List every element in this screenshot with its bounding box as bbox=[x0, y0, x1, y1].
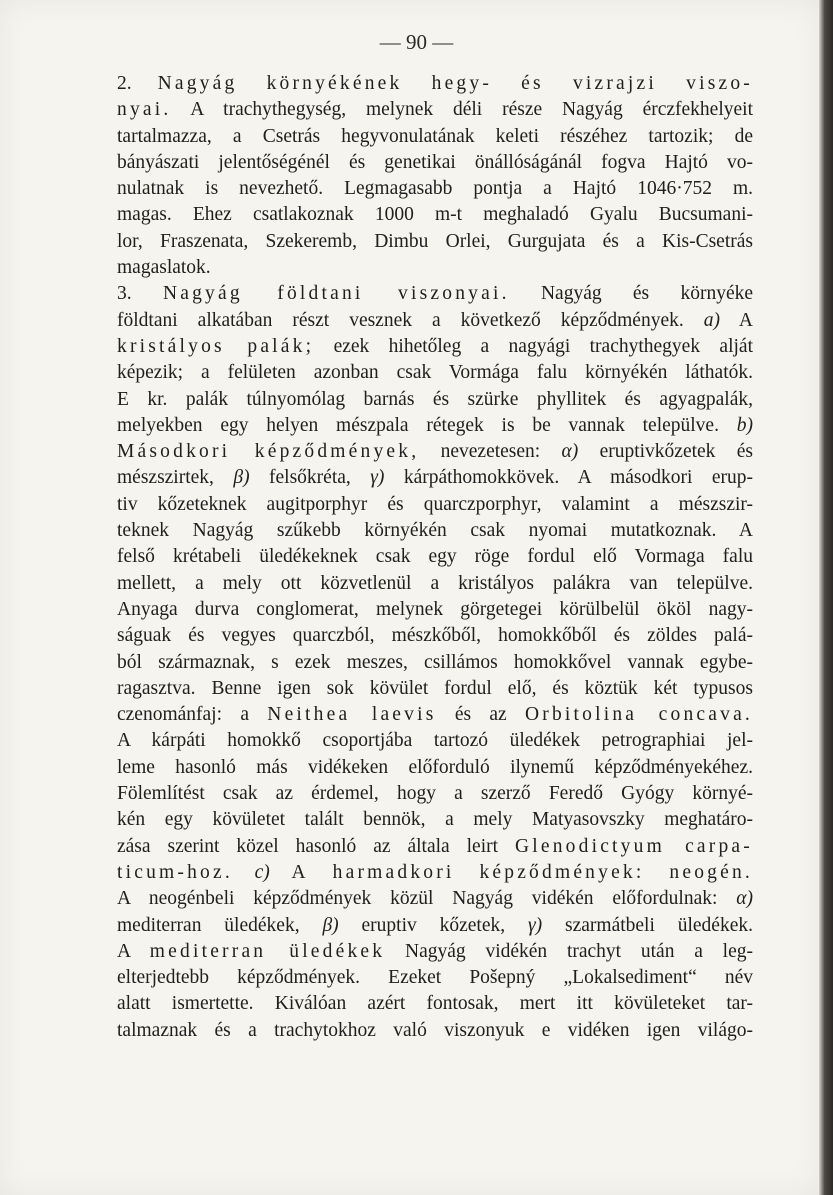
text-segment: Nagyág vidékén trachyt után a leg- bbox=[385, 940, 753, 962]
text-line bbox=[117, 886, 753, 912]
text-line bbox=[117, 650, 753, 676]
text-segment: ságuak és vegyes quarczból, mészkőből, homokkőből és zöldes palá- bbox=[117, 625, 753, 647]
text-line bbox=[117, 518, 753, 544]
text-segment: Neithea laevis bbox=[267, 704, 437, 726]
text-segment: Fölemlítést csak az érdemel, hogy a szerző Feredő Gyógy környé- bbox=[117, 783, 753, 805]
text-segment: α) bbox=[736, 888, 753, 910]
text-line bbox=[117, 1018, 753, 1044]
text-segment: A kárpáti homokkő csoportjába tartozó üledékek petrographiai jel- bbox=[117, 730, 753, 752]
text-segment: tiv kőzeteknek augitporphyr és quarczporphyr, valamint a mészszir- bbox=[117, 493, 753, 515]
text-segment: 3. bbox=[117, 283, 163, 305]
text-segment: kén egy kövületet talált bennök, a mely Matyasovszky meghatáro- bbox=[117, 809, 753, 831]
text-segment: bányászati jelentőségénél és genetikai önállóságánál fogva Hajtó vo- bbox=[117, 151, 753, 173]
text-segment: ezek hihetőleg a nagyági trachythegyek alját bbox=[314, 335, 753, 357]
text-segment: leme hasonló más vidékeken előforduló ilynemű képződményekéhez. bbox=[117, 756, 753, 778]
text-segment: tartalmazza, a Csetrás hegyvonulatának keleti részéhez tartozik; de bbox=[117, 125, 753, 147]
text-segment: ból származnak, s ezek meszes, csillámos homokkővel vannak egybe- bbox=[117, 651, 753, 673]
text-line bbox=[117, 755, 753, 781]
text-segment: mediterran üledékek bbox=[149, 940, 386, 962]
text-segment: A neogénbeli képződmények közül Nagyág vidékén előfordulnak: bbox=[117, 888, 737, 910]
text-segment: a) bbox=[703, 309, 720, 331]
text-segment: β) bbox=[233, 467, 250, 489]
body-text bbox=[117, 71, 753, 1044]
text-segment: nyai. bbox=[117, 99, 172, 121]
text-segment: kristályos palák; bbox=[117, 335, 315, 357]
text-segment: talmaznak és a trachytokhoz való viszonyuk e vidéken igen világo- bbox=[117, 1019, 753, 1041]
text-line bbox=[117, 807, 753, 833]
text-line bbox=[117, 991, 753, 1017]
text-segment: czenománfaj: a bbox=[117, 704, 268, 726]
text-segment: Glenodictyum carpa- bbox=[514, 835, 753, 857]
text-line bbox=[117, 281, 753, 307]
text-segment: A bbox=[117, 940, 150, 962]
text-segment: magaslatok. bbox=[117, 257, 211, 279]
text-line bbox=[117, 176, 753, 202]
text-line bbox=[117, 965, 753, 991]
text-line bbox=[117, 465, 753, 491]
text-segment: α) bbox=[561, 441, 579, 463]
text-line bbox=[117, 255, 753, 281]
text-segment: képezik; a felületen azonban csak Vormága falu környékén láthatók. bbox=[117, 362, 753, 384]
text-segment: eruptivkőzetek és bbox=[578, 441, 753, 463]
text-segment: mellett, a mely ott közvetlenül a kristályos palákra van települve. bbox=[117, 572, 753, 594]
text-segment: eruptiv kőzetek, bbox=[338, 914, 528, 936]
text-segment: 2. bbox=[117, 73, 158, 94]
text-segment: nevezetesen: bbox=[419, 441, 562, 463]
text-segment: Anyaga durva conglomerat, melynek görgetegei körülbelül ököl nagy- bbox=[117, 598, 753, 620]
text-line bbox=[117, 360, 753, 386]
text-segment: mediterran üledékek, bbox=[117, 914, 323, 936]
text-segment bbox=[270, 862, 292, 883]
text-line bbox=[117, 492, 753, 518]
text-segment: és az bbox=[436, 704, 525, 726]
text-segment: A trachythegység, melynek déli része Nagyág érczfekhelyeit bbox=[171, 99, 753, 121]
text-segment: A harmadkori képződmények: neogén. bbox=[291, 861, 753, 883]
text-line bbox=[117, 97, 753, 123]
text-segment: kárpáthomokkövek. A másodkori erup- bbox=[384, 467, 753, 489]
page-number: — 90 — bbox=[379, 30, 454, 54]
text-segment: Nagyág földtani viszonyai. bbox=[162, 283, 510, 305]
text-line bbox=[117, 71, 753, 97]
text-line bbox=[117, 860, 753, 886]
text-line bbox=[117, 387, 753, 413]
text-segment: Nagyág és környéke bbox=[509, 283, 754, 305]
text-segment: teknek Nagyág szűkebb környékén csak nyomai mutatkoznak. A bbox=[117, 520, 753, 542]
text-segment: melyekben egy helyen mészpala rétegek is be vannak települve. bbox=[117, 414, 737, 436]
text-line bbox=[117, 781, 753, 807]
text-line bbox=[117, 413, 753, 439]
text-segment: lor, Fraszenata, Szekeremb, Dimbu Orlei, Gurgujata és a Kis-Csetrás bbox=[117, 230, 753, 252]
text-segment: mészszirtek, bbox=[117, 467, 234, 489]
text-segment: Orbitolina concava. bbox=[525, 704, 754, 726]
text-line bbox=[117, 939, 753, 965]
text-line bbox=[117, 834, 753, 860]
text-line bbox=[117, 676, 753, 702]
text-segment: γ) bbox=[370, 467, 385, 489]
text-segment: b) bbox=[736, 414, 753, 436]
text-segment: Nagyág környékének hegy- és vizrajzi viszo- bbox=[157, 73, 754, 94]
text-line bbox=[117, 202, 753, 228]
text-line bbox=[117, 597, 753, 623]
page-edge-shadow bbox=[819, 0, 833, 1195]
text-line bbox=[117, 308, 753, 334]
text-segment: ticum-hoz. bbox=[117, 861, 233, 883]
text-line bbox=[117, 623, 753, 649]
text-line bbox=[117, 702, 753, 728]
text-line bbox=[117, 544, 753, 570]
text-segment: nulatnak is nevezhető. Legmagasabb pontja a Hajtó 1046·752 m. bbox=[117, 178, 753, 200]
text-line bbox=[117, 229, 753, 255]
text-segment: c) bbox=[254, 861, 270, 883]
text-line bbox=[117, 439, 753, 465]
text-segment: alatt ismertette. Kiválóan azért fontosak, mert itt kövületeket tar- bbox=[117, 993, 753, 1015]
text-line bbox=[117, 124, 753, 150]
text-segment: β) bbox=[322, 914, 339, 936]
text-segment: magas. Ehez csatlakoznak 1000 m-t meghaladó Gyalu Bucsumani- bbox=[117, 204, 753, 226]
text-segment: elterjedtebb képződmények. Ezeket Pošepný „Lokalsediment“ név bbox=[117, 967, 753, 989]
text-segment: Másodkori képződmények, bbox=[117, 441, 420, 463]
text-line bbox=[117, 334, 753, 360]
text-segment bbox=[233, 862, 255, 883]
text-segment: γ) bbox=[527, 914, 543, 936]
text-line bbox=[117, 728, 753, 754]
text-segment: földtani alkatában részt vesznek a következő képződmények. bbox=[117, 309, 704, 331]
text-segment: szarmátbeli üledékek. bbox=[542, 914, 753, 936]
text-segment: felső krétabeli üledékeknek csak egy röge fordul elő Vormaga falu bbox=[117, 546, 753, 568]
text-segment: felsőkréta, bbox=[249, 467, 371, 489]
text-segment: zása szerint közel hasonló az általa leirt bbox=[117, 835, 515, 857]
text-segment: A bbox=[719, 309, 753, 331]
text-line bbox=[117, 150, 753, 176]
text-line bbox=[117, 913, 753, 939]
text-segment: ragasztva. Benne igen sok kövület fordul elő, és köztük két typusos bbox=[117, 677, 753, 699]
text-segment: E kr. palák túlnyomólag barnás és szürke phyllitek és agyagpalák, bbox=[117, 388, 753, 410]
text-line bbox=[117, 571, 753, 597]
